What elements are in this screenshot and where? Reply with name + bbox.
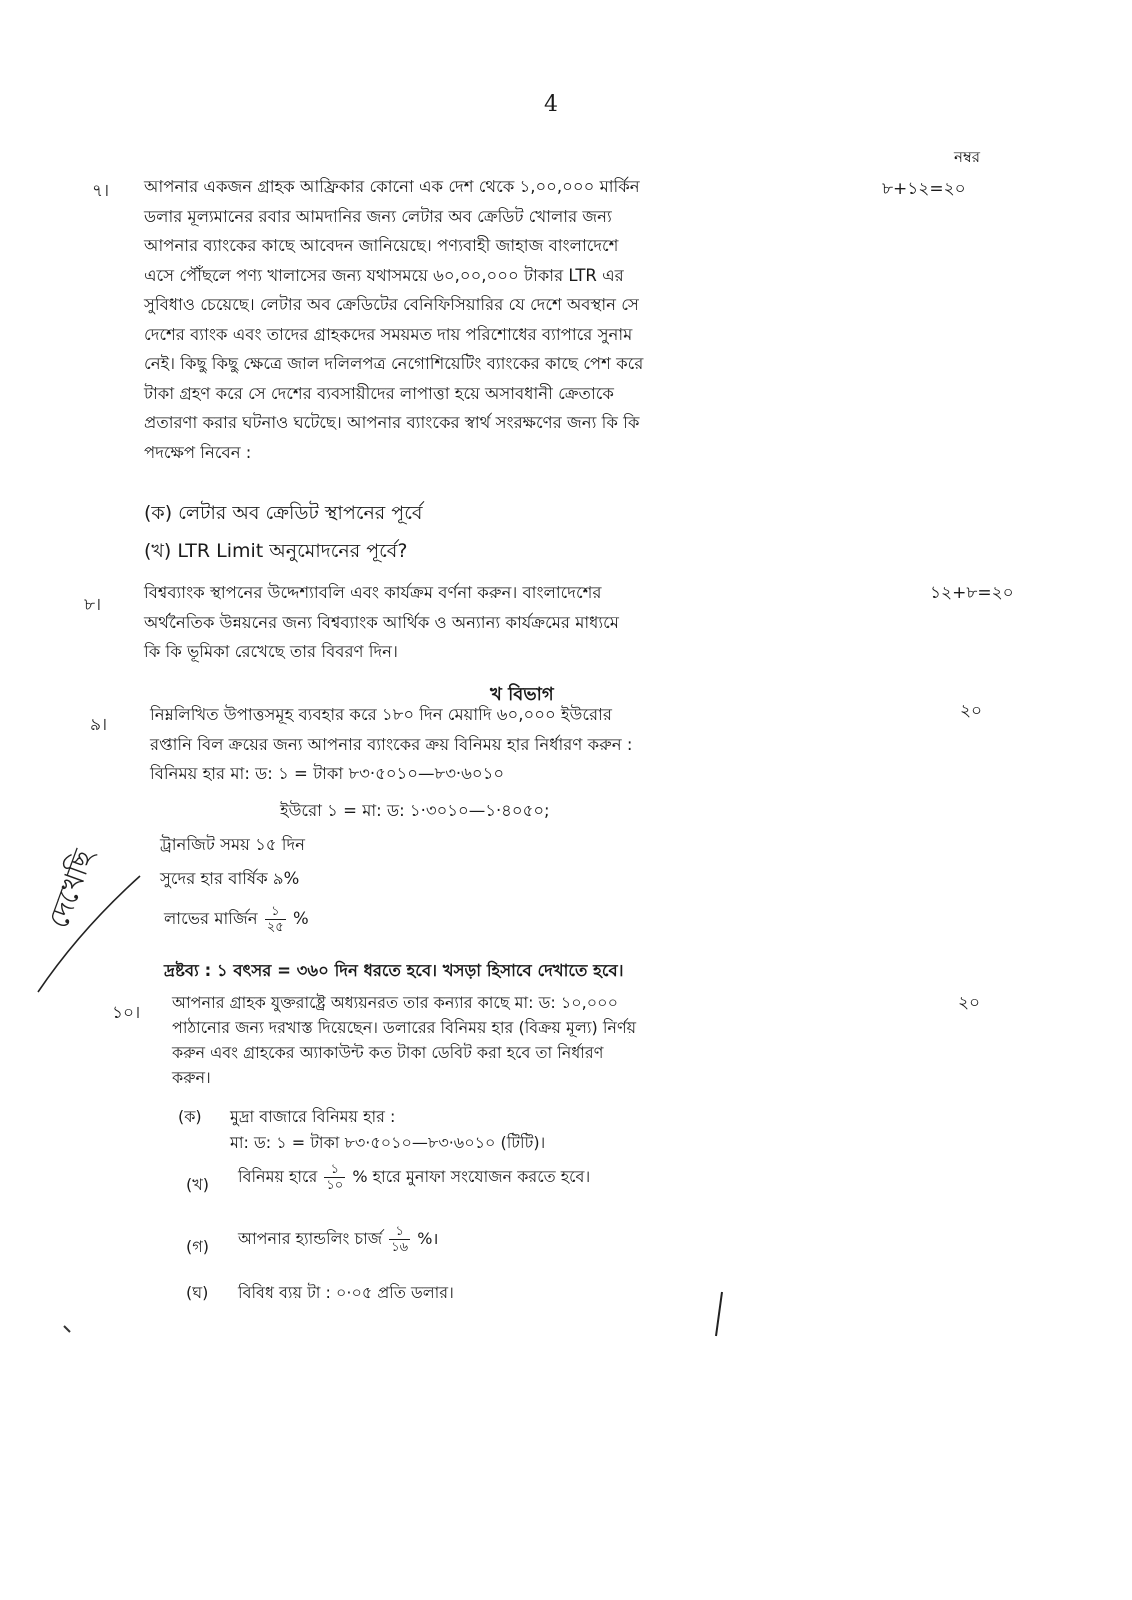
q7-sub-a: (ক) লেটার অব ক্রেডিট স্থাপনের পূর্বে	[144, 502, 423, 524]
q10-line: পাঠানোর জন্য দরখাস্ত দিয়েছেন। ডলারের বিনিময় হার (বিক্রয় মূল্য) নির্ণয়	[172, 1018, 637, 1037]
fraction-denominator: ১৬	[391, 1240, 409, 1255]
q10-d-line: বিবিধ ব্যয় টা : ০·০৫ প্রতি ডলার।	[238, 1283, 454, 1302]
q10-a-line2: মা: ড: ১ = টাকা ৮৩·৫০১০—৮৩·৬০১০ (টিটি)।	[230, 1133, 546, 1152]
q8-line: কি কি ভূমিকা রেখেছে তার বিবরণ দিন।	[144, 642, 398, 661]
marks-header: নম্বর	[954, 148, 981, 166]
q8-marks: ১২+৮=২০	[930, 583, 1014, 603]
q7-number: ৭।	[92, 181, 110, 201]
q8-line: বিশ্বব্যাংক স্থাপনের উদ্দেশ্যাবলি এবং কার্যক্রম বর্ণনা করুন। বাংলাদেশের	[144, 583, 602, 602]
q9-line: রপ্তানি বিল ক্রয়ের জন্য আপনার ব্যাংকের ক্রয় বিনিময় হার নির্ধারণ করুন :	[150, 734, 633, 754]
q7-line: এসে পৌঁছলে পণ্য খালাসের জন্য যথাসময়ে ৬০,০০,০০০ টাকার LTR এর	[144, 265, 624, 285]
q7-sub-b: (খ) LTR Limit অনুমোদনের পূর্বে?	[144, 540, 408, 562]
q7-line: ডলার মূল্যমানের রবার আমদানির জন্য লেটার অব ক্রেডিট খোলার জন্য	[144, 206, 612, 226]
q10-d-label: (ঘ)	[186, 1283, 209, 1302]
q7-marks: ৮+১২=২০	[882, 179, 966, 199]
margin-annotation	[30, 820, 150, 1000]
q9-text	[150, 700, 880, 789]
q10-c-line	[238, 1224, 438, 1255]
q10-line: আপনার গ্রাহক যুক্তরাষ্ট্রে অধ্যয়নরত তার কন্যার কাছে মা: ড: ১০,০০০	[172, 993, 618, 1012]
q9-profit-label: লাভের মার্জিন	[164, 909, 258, 928]
q10-text	[172, 990, 892, 1090]
stray-dot	[60, 1320, 80, 1340]
q10-line: করুন এবং গ্রাহকের অ্যাকাউন্ট কত টাকা ডেবিট করা হবে তা নির্ধারণ	[172, 1043, 604, 1062]
q8-line: অর্থনৈতিক উন্নয়নের জন্য বিশ্বব্যাংক আর্থিক ও অন্যান্য কার্যক্রমের মাধ্যমে	[144, 612, 619, 632]
q10-b-label: (খ)	[186, 1175, 209, 1194]
q9-interest: সুদের হার বার্ষিক ৯%	[160, 869, 300, 888]
q7-line: নেই। কিছু কিছু ক্ষেত্রে জাল দলিলপত্র নেগোশিয়েটিং ব্যাংকের কাছে পেশ করে	[144, 354, 644, 373]
q10-c-fraction	[389, 1224, 410, 1255]
q10-c-pre: আপনার হ্যান্ডলিং চার্জ	[238, 1229, 383, 1248]
q10-line: করুন।	[172, 1068, 211, 1087]
q9-marks: ২০	[960, 701, 983, 721]
fraction-numerator: ১	[389, 1224, 410, 1240]
q7-text	[144, 172, 874, 467]
q7-line: টাকা গ্রহণ করে সে দেশের ব্যবসায়ীদের লাপাত্তা হয়ে অসাবধানী ক্রেতাকে	[144, 383, 614, 403]
q9-note: দ্রষ্টব্য : ১ বৎসর = ৩৬০ দিন ধরতে হবে। খসড়া হিসাবে দেখাতে হবে।	[164, 961, 624, 980]
q7-line: সুবিধাও চেয়েছে। লেটার অব ক্রেডিটের বেনিফিসিয়ারির যে দেশে অবস্থান সে	[144, 295, 639, 314]
q9-line: নিম্নলিখিত উপাত্তসমূহ ব্যবহার করে ১৮০ দিন মেয়াদি ৬০,০০০ ইউরোর	[150, 705, 612, 724]
q9-profit-fraction	[265, 904, 286, 935]
q7-line: পদক্ষেপ নিবেন :	[144, 442, 252, 462]
q10-b-post: % হারে মুনাফা সংযোজন করতে হবে।	[352, 1167, 591, 1186]
q10-b-pre: বিনিময় হারে	[238, 1167, 318, 1186]
q10-a-line1: মুদ্রা বাজারে বিনিময় হার :	[230, 1107, 396, 1126]
section-title: খ বিভাগ	[490, 684, 554, 705]
q8-text	[144, 578, 874, 667]
q9-number: ৯।	[90, 715, 108, 735]
q7-subparts	[144, 494, 422, 570]
q9-euro-line: ইউরো ১ = মা: ড: ১·৩০১০—১·৪০৫০;	[280, 801, 550, 820]
fraction-denominator: ১০	[326, 1178, 344, 1193]
q7-line: প্রতারণা করার ঘটনাও ঘটেছে। আপনার ব্যাংকের স্বার্থ সংরক্ষণের জন্য কি কি	[144, 413, 640, 432]
q10-a-label: (ক)	[178, 1107, 202, 1126]
dot-stroke	[64, 1326, 70, 1332]
fraction-numerator: ১	[324, 1162, 345, 1178]
q7-line: আপনার ব্যাংকের কাছে আবেদন জানিয়েছে। পণ্যবাহী জাহাজ বাংলাদেশে	[144, 236, 619, 255]
q10-b-fraction	[324, 1162, 345, 1193]
fraction-numerator: ১	[265, 904, 286, 920]
q8-number: ৮।	[84, 595, 102, 615]
q9-rate-line: বিনিময় হার মা: ড: ১ = টাকা ৮৩·৫০১০—৮৩·৬০১০	[150, 764, 505, 783]
q10-marks: ২০	[958, 993, 981, 1013]
stray-pen-mark	[700, 1290, 730, 1340]
pen-stroke	[716, 1292, 722, 1336]
q10-number: ১০।	[112, 1003, 141, 1023]
q10-b-line	[238, 1162, 590, 1193]
q9-profit-margin	[164, 904, 309, 935]
q9-transit: ট্রানজিট সময় ১৫ দিন	[160, 835, 305, 854]
q7-line: আপনার একজন গ্রাহক আফ্রিকার কোনো এক দেশ থেকে ১,০০,০০০ মার্কিন	[144, 177, 640, 196]
page-number: 4	[544, 92, 558, 117]
q7-line: দেশের ব্যাংক এবং তাদের গ্রাহকদের সময়মত দায় পরিশোধের ব্যাপারে সুনাম	[144, 324, 633, 344]
fraction-denominator: ২৫	[266, 920, 284, 935]
q10-c-post: %।	[417, 1229, 439, 1248]
q9-profit-unit: %	[293, 909, 309, 928]
q10-c-label: (গ)	[186, 1237, 209, 1256]
margin-note-text: দেখেছি	[41, 845, 101, 933]
